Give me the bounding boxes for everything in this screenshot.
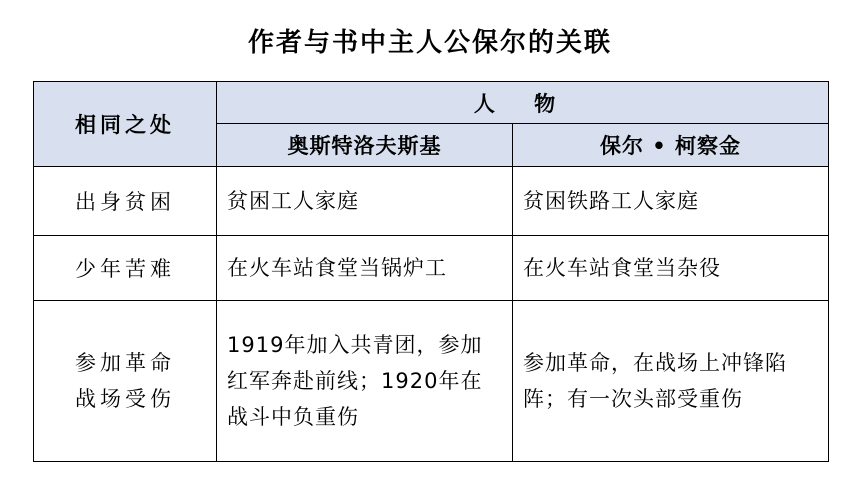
row-aspect: 少年苦难 xyxy=(34,236,217,301)
person-1-cell: 在火车站食堂当锅炉工 xyxy=(217,236,513,301)
header-person-2: 保尔 • 柯察金 xyxy=(513,124,829,167)
row-aspect: 出身贫困 xyxy=(34,167,217,236)
header-people: 人 物 xyxy=(217,82,829,124)
header-same-aspect: 相同之处 xyxy=(34,82,217,167)
comparison-table xyxy=(33,81,829,462)
table-row xyxy=(34,167,829,236)
row-aspect-line-2: 战场受伤 xyxy=(75,387,175,411)
row-aspect-line-1: 参加革命 xyxy=(75,351,175,375)
page-title: 作者与书中主人公保尔的关联 xyxy=(247,28,612,58)
header-row-1 xyxy=(34,82,829,124)
person-1-cell: 1919年加入共青团，参加红军奔赴前线；1920年在战斗中负重伤 xyxy=(217,301,513,462)
person-1-cell: 贫困工人家庭 xyxy=(217,167,513,236)
header-person-1: 奥斯特洛夫斯基 xyxy=(217,124,513,167)
row-aspect xyxy=(34,301,217,462)
person-2-cell: 参加革命，在战场上冲锋陷阵；有一次头部受重伤 xyxy=(513,301,829,462)
table-row xyxy=(34,236,829,301)
person-2-cell: 贫困铁路工人家庭 xyxy=(513,167,829,236)
table-row xyxy=(34,301,829,462)
person-2-cell: 在火车站食堂当杂役 xyxy=(513,236,829,301)
